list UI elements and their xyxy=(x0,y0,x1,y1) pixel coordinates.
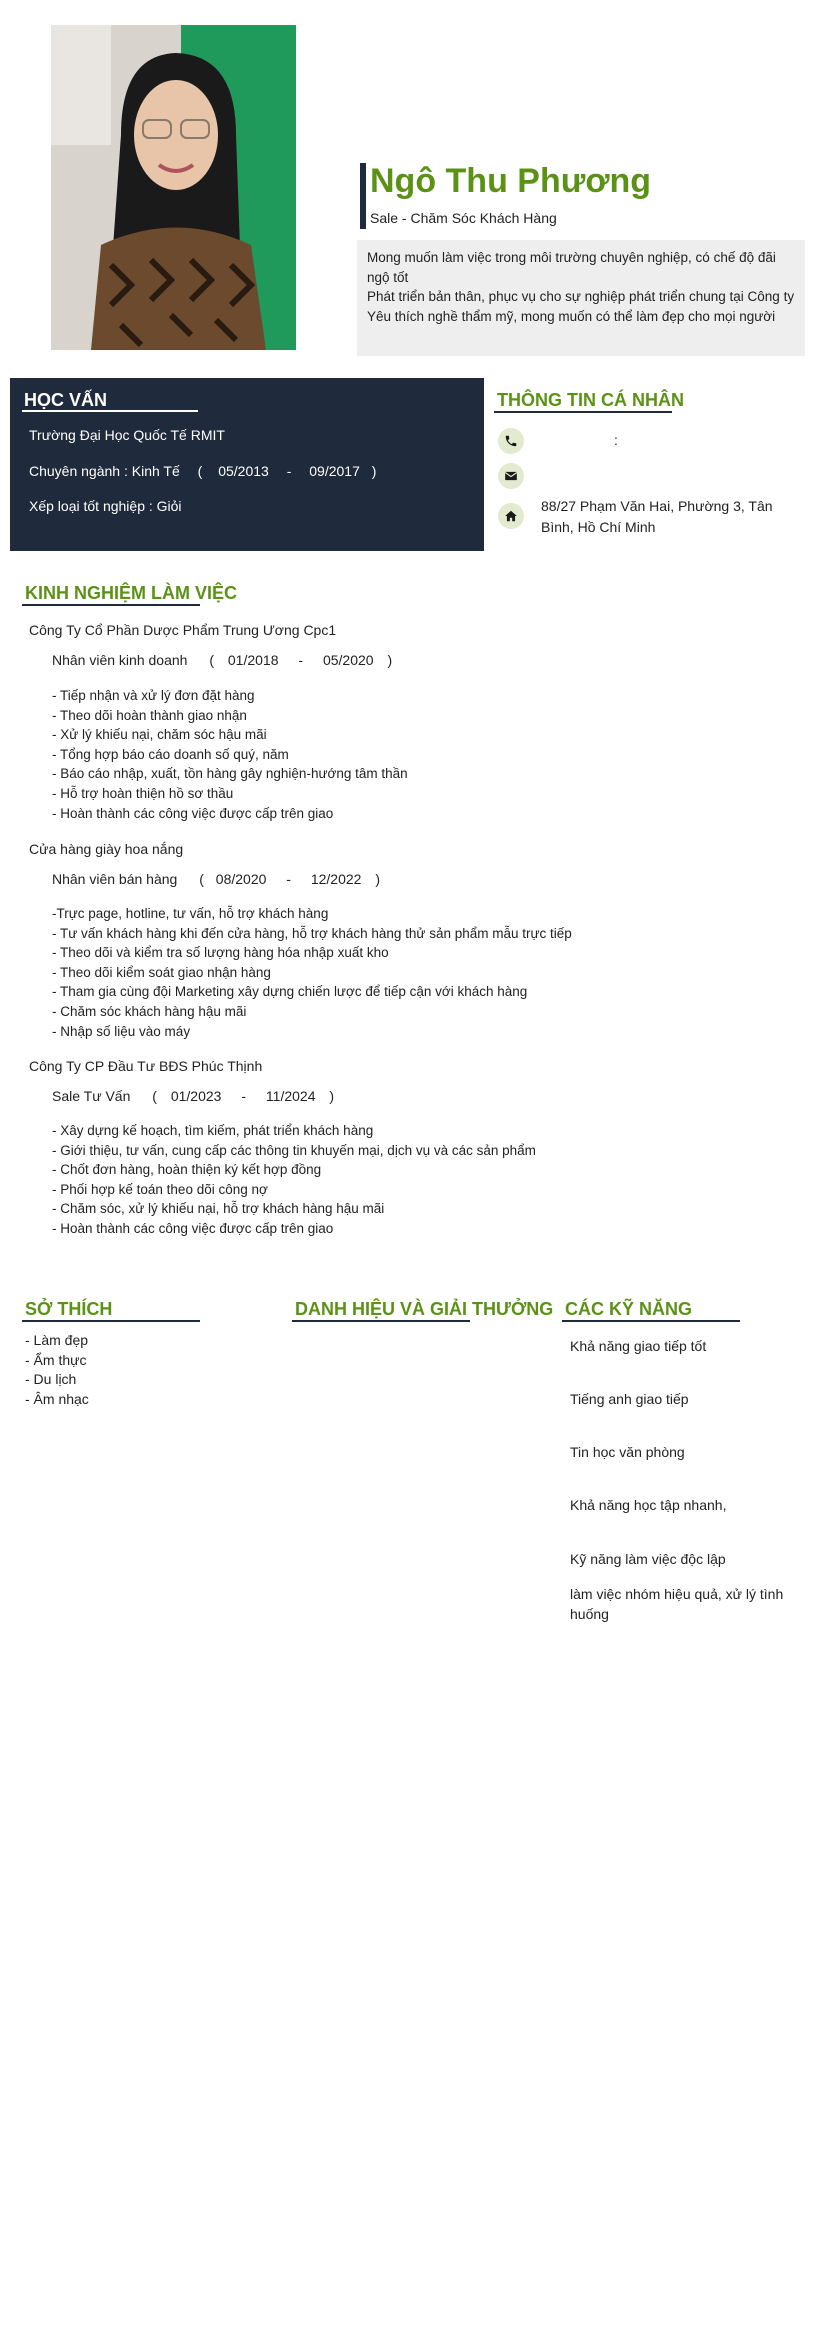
hobby-item: - Du lịch xyxy=(25,1371,77,1388)
personal-info-underline xyxy=(494,411,672,413)
experience-title: KINH NGHIỆM LÀM VIỆC xyxy=(25,583,238,603)
job-task: - Theo dõi và kiểm tra số lượng hàng hóa nhập xuất kho xyxy=(52,945,389,961)
job-company: Cửa hàng giày hoa nắng xyxy=(29,841,184,857)
candidate-role: Sale - Chăm Sóc Khách Hàng xyxy=(370,210,557,226)
job-task: - Tiếp nhận và xử lý đơn đặt hàng xyxy=(52,688,255,703)
job-task-list xyxy=(52,686,408,823)
education-title-underline xyxy=(22,410,198,412)
hobby-item: - Làm đẹp xyxy=(25,1332,89,1348)
open-paren: ( xyxy=(209,652,214,668)
objective-line: Phát triển bản thân, phục vụ cho sự nghiệp phát triển chung tại Công ty xyxy=(367,289,795,304)
home-icon xyxy=(498,503,524,529)
close-paren: ) xyxy=(375,871,381,887)
personal-info-title: THÔNG TIN CÁ NHÂN xyxy=(497,390,684,410)
awards-title: DANH HIỆU VÀ GIẢI THƯỞNG xyxy=(295,1299,554,1319)
job-task: - Tham gia cùng đội Marketing xây dựng chiến lược để tiếp cận với khách hàng xyxy=(52,984,528,1000)
job-task: - Tổng hợp báo cáo doanh số quý, năm xyxy=(52,746,289,762)
education-start: 05/2013 xyxy=(218,463,269,479)
hobbies-underline xyxy=(22,1320,200,1322)
job-end: 05/2020 xyxy=(322,652,374,668)
skill-item: Khả năng học tập nhanh, xyxy=(570,1497,727,1513)
awards-underline xyxy=(292,1320,470,1322)
job-task: - Nhập số liệu vào máy xyxy=(52,1023,191,1039)
job-task: - Xây dựng kế hoạch, tìm kiếm, phát triển khách hàng xyxy=(52,1123,374,1138)
profile-photo xyxy=(51,25,296,350)
date-dash: - xyxy=(286,871,291,887)
hobbies-list xyxy=(25,1331,89,1409)
job-company: Công Ty CP Đầu Tư BĐS Phúc Thịnh xyxy=(29,1058,263,1074)
job-task: - Chốt đơn hàng, hoàn thiện ký kết hợp đồng xyxy=(52,1162,322,1178)
skill-item: Kỹ năng làm việc độc lập xyxy=(570,1551,726,1567)
career-objective xyxy=(357,240,805,356)
job-task-list xyxy=(52,904,572,1041)
job-role: Nhân viên bán hàng xyxy=(52,871,178,887)
education-section xyxy=(10,378,484,551)
job-role-row xyxy=(52,1088,334,1104)
hobby-item: - Âm nhạc xyxy=(25,1390,89,1407)
job-end: 12/2022 xyxy=(310,871,362,887)
job-task: - Giới thiệu, tư vấn, cung cấp các thông tin khuyến mại, dịch vụ và các sản phẩm xyxy=(52,1142,536,1158)
education-grade: Xếp loại tốt nghiệp : Giỏi xyxy=(29,498,182,514)
phone-value: : xyxy=(614,432,618,448)
job-task: - Theo dõi kiểm soát giao nhận hàng xyxy=(52,964,271,980)
job-task: - Phối hợp kế toán theo dõi công nợ xyxy=(52,1181,268,1197)
job-task: - Báo cáo nhập, xuất, tồn hàng gây nghiện-hướng tâm thần xyxy=(52,766,408,782)
skill-item: Tin học văn phòng xyxy=(570,1444,685,1460)
experience-underline xyxy=(22,604,200,606)
name-accent-bar xyxy=(360,163,366,229)
education-title: HỌC VẤN xyxy=(24,390,108,410)
objective-line: Yêu thích nghề thẩm mỹ, mong muốn có thể làm đẹp cho mọi người xyxy=(367,308,776,324)
job-task: - Chăm sóc, xử lý khiếu nại, hỗ trợ khách hàng hậu mãi xyxy=(52,1201,385,1217)
address-value: 88/27 Phạm Văn Hai, Phường 3, Tân Bình, Hồ Chí Minh xyxy=(541,498,773,535)
date-dash: - xyxy=(241,1088,247,1104)
skill-item: làm việc nhóm hiệu quả, xử lý tình huống xyxy=(570,1586,784,1622)
job-task: - Tư vấn khách hàng khi đến cửa hàng, hỗ trợ khách hàng thử sản phẩm mẫu trực tiếp xyxy=(52,925,572,941)
candidate-name: Ngô Thu Phương xyxy=(370,162,652,200)
job-start: 01/2018 xyxy=(227,652,279,668)
job-task: -Trực page, hotline, tư vấn, hỗ trợ khách hàng xyxy=(52,906,329,921)
close-paren: ) xyxy=(329,1088,335,1104)
education-major-row xyxy=(29,463,376,479)
job-end: 11/2024 xyxy=(265,1088,316,1104)
job-task: - Hoàn thành các công việc được cấp trên giao xyxy=(52,805,334,821)
job-task: - Chăm sóc khách hàng hậu mãi xyxy=(52,1003,247,1019)
skills-title: CÁC KỸ NĂNG xyxy=(565,1299,693,1319)
job-task: - Hoàn thành các công việc được cấp trên giao xyxy=(52,1220,334,1236)
job-role: Sale Tư Vấn xyxy=(52,1088,131,1104)
open-paren: ( xyxy=(199,871,204,887)
job-task-list xyxy=(52,1121,536,1239)
date-dash: - xyxy=(286,463,292,479)
job-role: Nhân viên kinh doanh xyxy=(52,652,188,668)
education-end: 09/2017 xyxy=(309,463,360,479)
close-paren: ) xyxy=(387,652,393,668)
date-dash: - xyxy=(298,652,304,668)
open-paren: ( xyxy=(197,463,203,479)
hobbies-title: SỞ THÍCH xyxy=(25,1299,113,1319)
education-school: Trường Đại Học Quốc Tế RMIT xyxy=(29,427,225,443)
job-task: - Theo dõi hoàn thành giao nhận xyxy=(52,707,247,723)
job-start: 08/2020 xyxy=(215,871,267,887)
skill-item: Khả năng giao tiếp tốt xyxy=(570,1338,707,1354)
close-paren: ) xyxy=(371,463,377,479)
envelope-icon xyxy=(498,463,524,489)
objective-line: Mong muốn làm việc trong môi trường chuyên nghiệp, có chế độ đãi ngộ tốt xyxy=(367,250,776,285)
portrait-illustration xyxy=(51,25,296,350)
education-major: Chuyên ngành : Kinh Tế xyxy=(29,463,180,479)
job-start: 01/2023 xyxy=(170,1088,222,1104)
open-paren: ( xyxy=(152,1088,157,1104)
job-task: - Xử lý khiếu nại, chăm sóc hậu mãi xyxy=(52,727,267,743)
job-role-row xyxy=(52,652,392,668)
skills-underline xyxy=(562,1320,740,1322)
job-company: Công Ty Cổ Phần Dược Phẩm Trung Ương Cpc1 xyxy=(29,622,337,638)
hobby-item: - Ẩm thực xyxy=(25,1351,87,1368)
job-task: - Hỗ trợ hoàn thiện hồ sơ thầu xyxy=(52,785,234,801)
skill-item: Tiếng anh giao tiếp xyxy=(570,1391,689,1407)
job-role-row xyxy=(52,871,380,887)
phone-icon xyxy=(498,428,524,454)
